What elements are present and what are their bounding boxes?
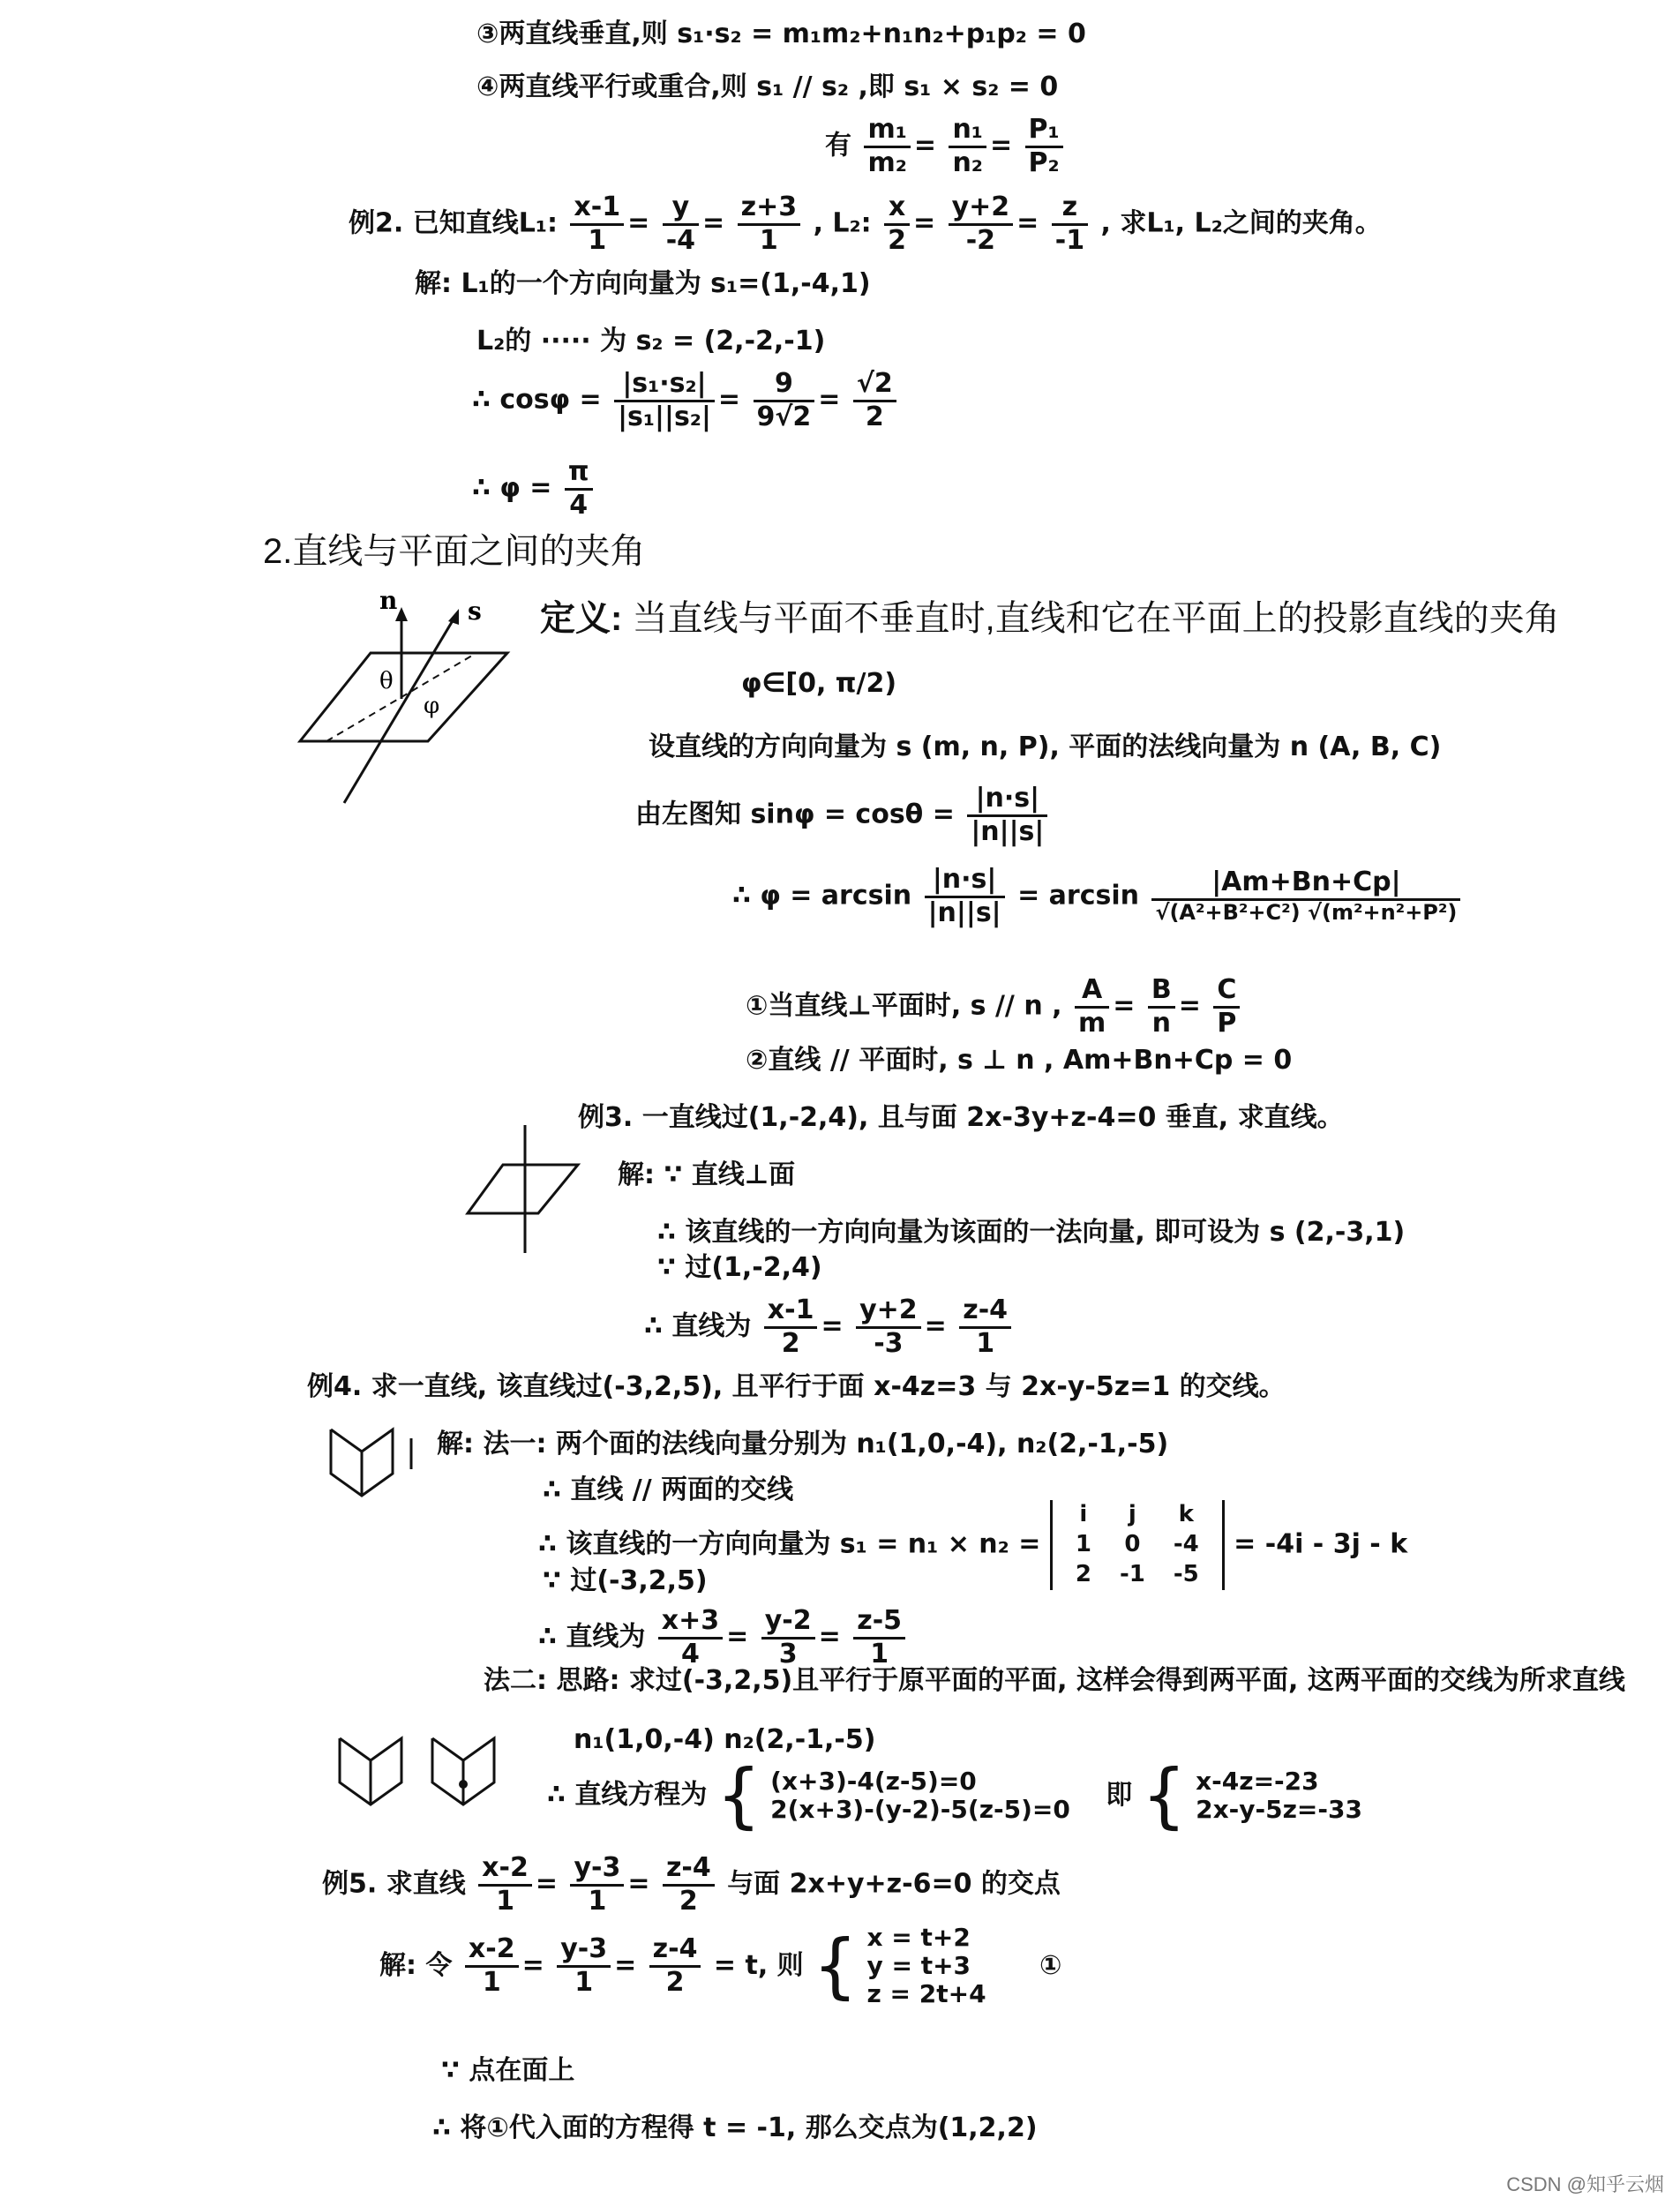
case-perpendicular: ①当直线⊥平面时, s // n , $\frac{A}{m}$ = $\frac{B}{n}$ = $\frac{C}{P}$ [746,975,1243,1039]
example-4-step: 解: 法一: 两个面的法线向量分别为 n₁(1,0,-4), n₂(2,-1,-5) [437,1429,1169,1459]
determinant-matrix: i j k 1 0 -4 2 -1 -5 [1050,1500,1225,1590]
example-2-step: ∴ φ = $\frac{\pi}{4}$ [472,457,596,521]
example-4-step: ∴ 直线为 $\frac{x+3}{4}$ = $\frac{y-2}{3}$ = $\frac{z-5}{1}$ [538,1606,909,1670]
example-2-title: 例2. 已知直线L₁: $\frac{x-1}{1}$ = $\frac{y}{-4}$ = $\frac{z+3}{1}$ , L₂: $\frac{x}{2}$ = $\frac{y+2}{-2}$ = $\frac{z}{-1}$ , 求L₁, L₂之间的夹角。 [349,191,1382,256]
two-planes-icon [326,1421,424,1500]
direction-label: s [468,597,482,626]
example-3-step: ∴ 直线为 $\frac{x-1}{2}$ = $\frac{y+2}{-3}$ = $\frac{z-4}{1}$ [644,1295,1015,1359]
example-5-step: ∵ 点在面上 [441,2055,575,2086]
example-3-step: ∴ 该直线的一方向向量为该面的一法向量, 即可设为 s (2,-3,1) [657,1217,1406,1248]
section-heading: 2.直线与平面之间的夹角 [263,532,646,571]
example-4-system: ∴ 直线方程为 { (x+3)-4(z-5)=0 2(x+3)-(y-2)-5(z-5)=0 即 { x-4z=-23 2x-y-5z=-33 [547,1754,1362,1836]
phi-label: φ [424,693,440,719]
example-4-step: ∴ 直线 // 两面的交线 [543,1474,794,1505]
line-plane-angle-diagram [291,586,521,812]
case-parallel: ②直线 // 平面时, s ⊥ n , Am+Bn+Cp = 0 [746,1045,1293,1076]
example-4-method-2: 法二: 思路: 求过(-3,2,5)且平行于原平面的平面, 这样会得到两平面, 这两平面的交线为所求直线 [484,1665,1625,1696]
example-5-step: ∴ 将①代入面的方程得 t = -1, 那么交点为(1,2,2) [432,2112,1038,2143]
example-3-title: 例3. 一直线过(1,-2,4), 且与面 2x-3y+z-4=0 垂直, 求直线。 [578,1102,1344,1133]
definition: 定义: 当直线与平面不垂直时,直线和它在平面上的投影直线的夹角 [540,599,1560,638]
two-planes-icon-pair [335,1730,512,1818]
arcsin-formula: ∴ φ = arcsin $\frac{|n\cdot s|}{|n||s|}$ = arcsin $\frac{|Am+Bn+Cp|}{\text{√(A²+B²+C²) √(m²+n²+P²)}}$ [732,865,1464,928]
example-2-step: ∴ cosφ = $\frac{\text{|s₁·s₂|}}{\text{|s₁||s₂|}}$ = $\frac{9}{9√2}$ = $\frac{√2}{2}$ [472,369,900,432]
example-2-step: 解: L₁的一个方向向量为 s₁=(1,-4,1) [415,268,871,299]
sin-relation: 由左图知 sinφ = cosθ = $\frac{|n\cdot s|}{|n||s|}$ [635,784,1051,847]
example-5-step: 解: 令 $\frac{x-2}{1}$ = $\frac{y-3}{1}$ = $\frac{z-4}{2}$ = t, 则 { x = t+2 y = t+3 z = 2t+4 ① [379,1923,1062,2009]
example-5-title: 例5. 求直线 $\frac{x-2}{1}$ = $\frac{y-3}{1}$ = $\frac{z-4}{2}$ 与面 2x+y+z-6=0 的交点 [322,1852,1061,1917]
proportion-line: 有 $\frac{\text{m₁}}{\text{m₂}}$ = $\frac{\text{n₁}}{\text{n₂}}$ = $\frac{\text{P₁}}{\text{P₂}}$ [825,115,1067,178]
example-2-step: L₂的 ····· 为 s₂ = (2,-2,-1) [476,326,826,356]
angle-range: φ∈[0, π/2) [741,668,897,699]
example-4-step: ∵ 过(-3,2,5) [543,1565,708,1596]
example-4-cross-product: ∴ 该直线的一方向向量为 s₁ = n₁ × n₂ = i j k 1 0 -4 2 -1 -5 = -4i - 3j - k [538,1500,1407,1590]
text-line: ③两直线垂直,则 s₁·s₂ = m₁m₂+n₁n₂+p₁p₂ = 0 [476,19,1086,49]
normal-label: n [379,586,398,615]
watermark: CSDN @知乎云烟 [1506,2173,1664,2195]
perpendicular-line-diagram [463,1125,587,1257]
text-line: ④两直线平行或重合,则 s₁ // s₂ ,即 s₁ × s₂ = 0 [476,71,1059,102]
example-4-normals: n₁(1,0,-4) n₂(2,-1,-5) [574,1724,876,1755]
setup-line: 设直线的方向向量为 s (m, n, P), 平面的法线向量为 n (A, B, C) [649,732,1442,762]
theta-label: θ [379,668,394,694]
example-3-step: ∵ 过(1,-2,4) [657,1252,822,1283]
example-4-title: 例4. 求一直线, 该直线过(-3,2,5), 且平行于面 x-4z=3 与 2x-y-5z=1 的交线。 [307,1371,1286,1402]
example-3-step: 解: ∵ 直线⊥面 [618,1159,796,1190]
